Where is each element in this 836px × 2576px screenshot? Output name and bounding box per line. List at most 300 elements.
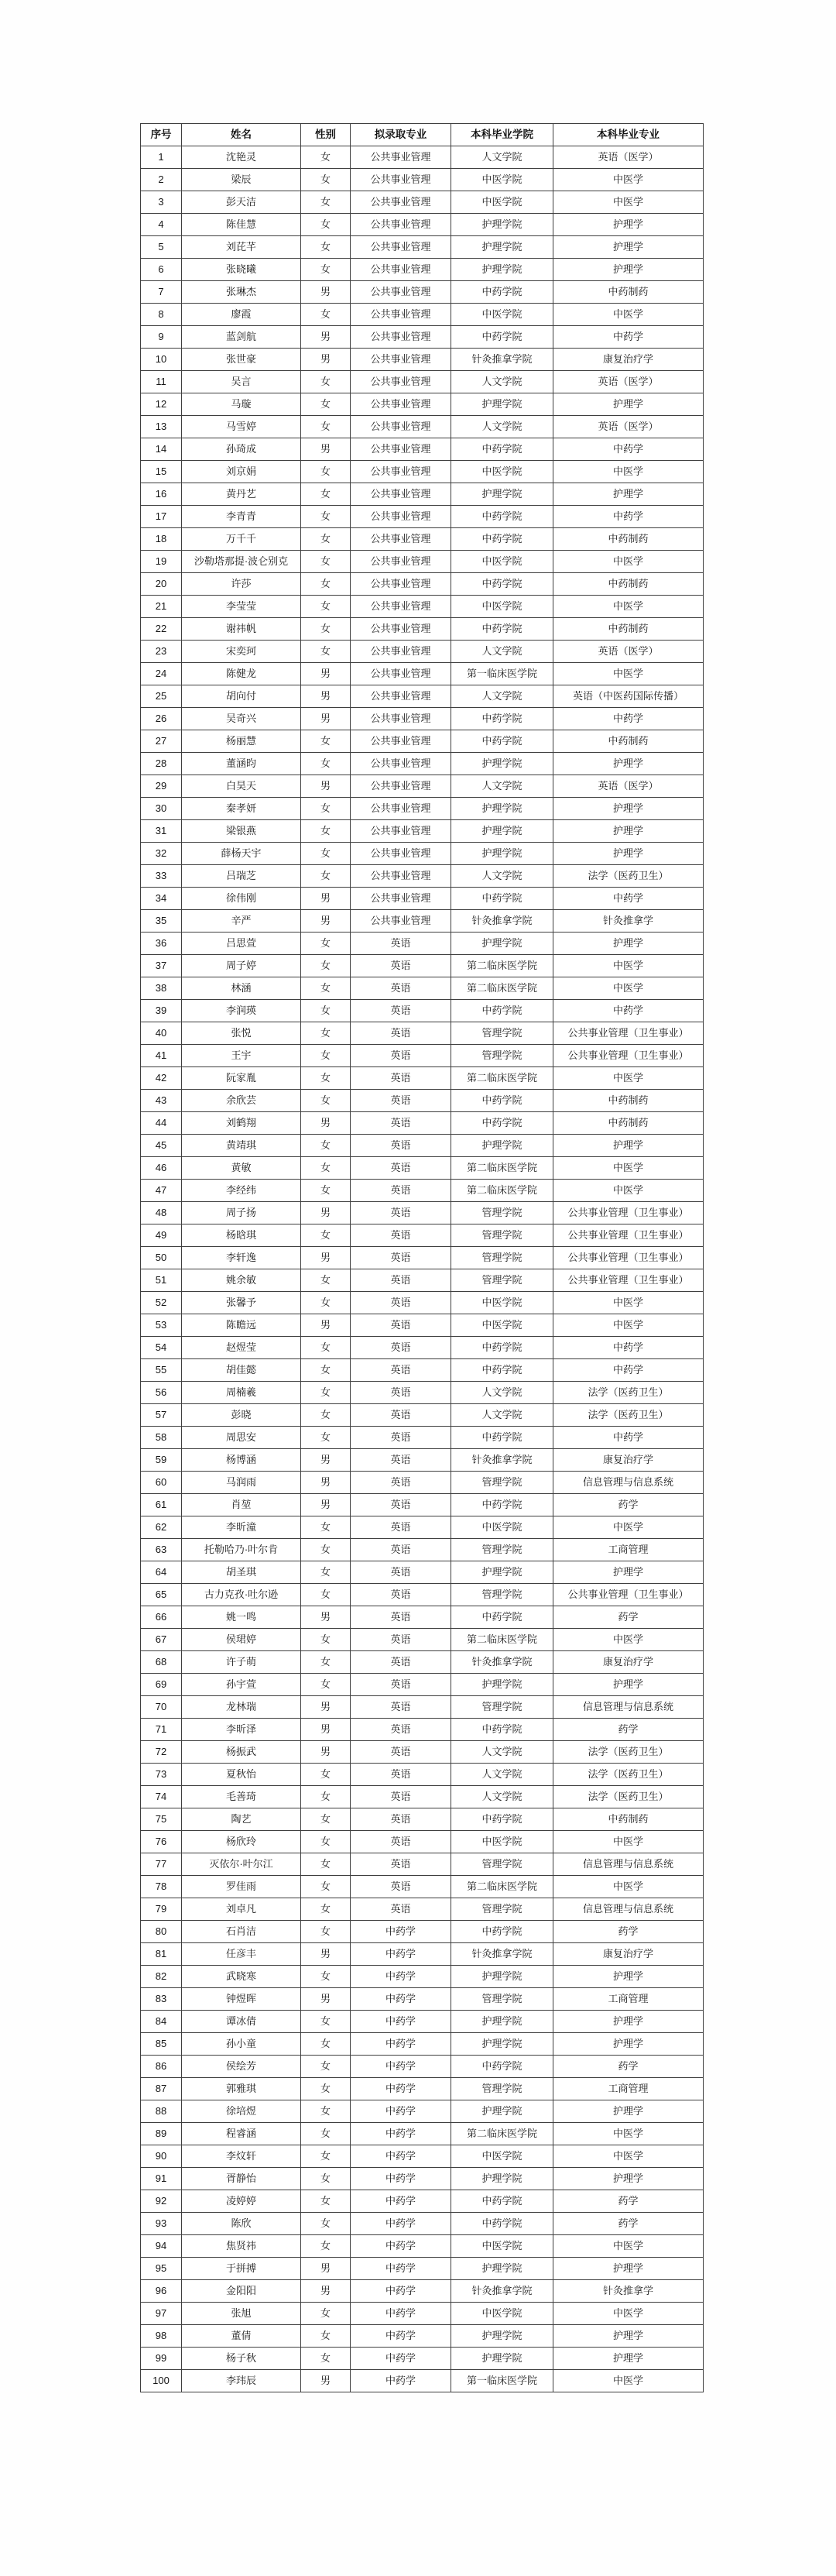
- table-row: [141, 304, 704, 326]
- table-cell: 胡圣琪: [182, 1561, 301, 1584]
- table-row: [141, 2190, 704, 2213]
- table-cell: 女: [301, 1022, 351, 1045]
- table-cell: 女: [301, 798, 351, 820]
- table-cell: 管理学院: [451, 1202, 553, 1224]
- table-cell: 61: [141, 1494, 182, 1516]
- table-cell: 中药学院: [451, 506, 553, 528]
- table-cell: 27: [141, 730, 182, 753]
- table-cell: 41: [141, 1045, 182, 1067]
- table-cell: 英语（医学）: [553, 775, 704, 798]
- table-cell: 托勒哈乃·叶尔肯: [182, 1539, 301, 1561]
- table-row: [141, 1472, 704, 1494]
- table-cell: 护理学: [553, 798, 704, 820]
- table-cell: 中药学: [351, 1988, 451, 2011]
- table-cell: 护理学: [553, 843, 704, 865]
- table-cell: 周子婷: [182, 955, 301, 977]
- table-cell: 法学（医药卫生）: [553, 1741, 704, 1764]
- table-cell: 辛严: [182, 910, 301, 933]
- table-cell: 63: [141, 1539, 182, 1561]
- table-row: [141, 2168, 704, 2190]
- table-cell: 英语: [351, 1269, 451, 1292]
- table-cell: 张悦: [182, 1022, 301, 1045]
- table-cell: 人文学院: [451, 865, 553, 888]
- table-row: [141, 1494, 704, 1516]
- table-cell: 姚一鸣: [182, 1606, 301, 1629]
- table-cell: 女: [301, 2168, 351, 2190]
- table-row: [141, 1359, 704, 1382]
- table-cell: 女: [301, 865, 351, 888]
- table-cell: 谭冰倩: [182, 2011, 301, 2033]
- table-cell: 5: [141, 236, 182, 259]
- table-cell: 公共事业管理: [351, 663, 451, 685]
- table-cell: 68: [141, 1651, 182, 1674]
- table-row: [141, 371, 704, 393]
- table-cell: 93: [141, 2213, 182, 2235]
- table-cell: 人文学院: [451, 641, 553, 663]
- table-cell: 39: [141, 1000, 182, 1022]
- table-cell: 英语: [351, 1898, 451, 1921]
- table-cell: 中药学: [553, 1337, 704, 1359]
- table-cell: 女: [301, 371, 351, 393]
- table-cell: 人文学院: [451, 1382, 553, 1404]
- table-cell: 刘京娟: [182, 461, 301, 483]
- table-cell: 男: [301, 1472, 351, 1494]
- table-cell: 女: [301, 1561, 351, 1584]
- table-cell: 中药制药: [553, 618, 704, 641]
- table-cell: 药学: [553, 1494, 704, 1516]
- admission-table: [140, 123, 704, 2392]
- table-row: [141, 214, 704, 236]
- table-cell: 女: [301, 191, 351, 214]
- table-cell: 75: [141, 1808, 182, 1831]
- table-cell: 陈健龙: [182, 663, 301, 685]
- table-cell: 护理学院: [451, 753, 553, 775]
- table-cell: 中医学院: [451, 2145, 553, 2168]
- table-cell: 护理学: [553, 2258, 704, 2280]
- table-cell: 第二临床医学院: [451, 977, 553, 1000]
- table-cell: 26: [141, 708, 182, 730]
- table-cell: 29: [141, 775, 182, 798]
- table-cell: 16: [141, 483, 182, 506]
- table-cell: 男: [301, 1494, 351, 1516]
- table-cell: 管理学院: [451, 1696, 553, 1719]
- table-cell: 吕思萱: [182, 933, 301, 955]
- table-cell: 护理学院: [451, 1966, 553, 1988]
- table-cell: 管理学院: [451, 1247, 553, 1269]
- table-cell: 10: [141, 349, 182, 371]
- table-cell: 中医学: [553, 1157, 704, 1180]
- table-cell: 药学: [553, 1921, 704, 1943]
- table-row: [141, 1696, 704, 1719]
- table-cell: 公共事业管理: [351, 910, 451, 933]
- table-cell: 护理学: [553, 1966, 704, 1988]
- table-cell: 张琳杰: [182, 281, 301, 304]
- table-cell: 英语: [351, 977, 451, 1000]
- table-cell: 李润瑛: [182, 1000, 301, 1022]
- table-cell: 公共事业管理: [351, 685, 451, 708]
- table-cell: 黄敏: [182, 1157, 301, 1180]
- table-cell: 女: [301, 1382, 351, 1404]
- table-cell: 杨丽慧: [182, 730, 301, 753]
- table-cell: 女: [301, 169, 351, 191]
- table-cell: 中药学院: [451, 281, 553, 304]
- table-cell: 中药学: [351, 2190, 451, 2213]
- table-cell: 英语: [351, 1112, 451, 1135]
- table-cell: 公共事业管理: [351, 349, 451, 371]
- table-cell: 中医学: [553, 1876, 704, 1898]
- table-cell: 药学: [553, 1719, 704, 1741]
- table-cell: 公共事业管理: [351, 326, 451, 349]
- table-cell: 周子扬: [182, 1202, 301, 1224]
- table-cell: 20: [141, 573, 182, 596]
- table-cell: 中医学院: [451, 304, 553, 326]
- table-cell: 公共事业管理: [351, 461, 451, 483]
- table-row: [141, 2213, 704, 2235]
- table-cell: 中医学: [553, 2370, 704, 2392]
- table-cell: 护理学院: [451, 820, 553, 843]
- table-cell: 彭晓: [182, 1404, 301, 1427]
- column-header: 本科毕业专业: [553, 124, 704, 146]
- table-cell: 英语（医学）: [553, 416, 704, 438]
- table-cell: 女: [301, 1337, 351, 1359]
- table-cell: 中药学院: [451, 1112, 553, 1135]
- table-cell: 中医学院: [451, 2303, 553, 2325]
- table-cell: 女: [301, 483, 351, 506]
- table-row: [141, 641, 704, 663]
- table-cell: 药学: [553, 2056, 704, 2078]
- table-cell: 护理学院: [451, 2100, 553, 2123]
- table-cell: 法学（医药卫生）: [553, 1382, 704, 1404]
- table-row: [141, 2145, 704, 2168]
- table-cell: 中药学院: [451, 618, 553, 641]
- table-cell: 公共事业管理: [351, 304, 451, 326]
- table-cell: 中医学: [553, 2235, 704, 2258]
- table-cell: 护理学院: [451, 1135, 553, 1157]
- table-row: [141, 1202, 704, 1224]
- table-cell: 英语: [351, 1494, 451, 1516]
- table-cell: 凌婷婷: [182, 2190, 301, 2213]
- table-cell: 11: [141, 371, 182, 393]
- table-cell: 74: [141, 1786, 182, 1808]
- table-cell: 中药学: [351, 2168, 451, 2190]
- table-cell: 夏秋怡: [182, 1764, 301, 1786]
- table-cell: 中药学院: [451, 708, 553, 730]
- table-cell: 管理学院: [451, 1539, 553, 1561]
- table-cell: 工商管理: [553, 2078, 704, 2100]
- table-cell: 英语: [351, 1561, 451, 1584]
- table-cell: 英语（医学）: [553, 146, 704, 169]
- table-cell: 女: [301, 146, 351, 169]
- table-cell: 90: [141, 2145, 182, 2168]
- table-cell: 中医学: [553, 2145, 704, 2168]
- table-cell: 肖堃: [182, 1494, 301, 1516]
- table-cell: 中药制药: [553, 1090, 704, 1112]
- table-cell: 女: [301, 528, 351, 551]
- table-row: [141, 1224, 704, 1247]
- table-row: [141, 2100, 704, 2123]
- table-row: [141, 798, 704, 820]
- table-cell: 英语: [351, 1808, 451, 1831]
- table-cell: 中药学: [553, 708, 704, 730]
- table-cell: 53: [141, 1314, 182, 1337]
- table-cell: 第二临床医学院: [451, 955, 553, 977]
- table-cell: 毛善琦: [182, 1786, 301, 1808]
- table-row: [141, 618, 704, 641]
- table-cell: 孙琦成: [182, 438, 301, 461]
- table-cell: 公共事业管理（卫生事业）: [553, 1584, 704, 1606]
- table-cell: 任彦丰: [182, 1943, 301, 1966]
- table-cell: 中医学院: [451, 461, 553, 483]
- table-cell: 女: [301, 1674, 351, 1696]
- table-row: [141, 1584, 704, 1606]
- table-row: [141, 1314, 704, 1337]
- table-cell: 吴言: [182, 371, 301, 393]
- table-cell: 钟煜晖: [182, 1988, 301, 2011]
- table-row: [141, 1629, 704, 1651]
- table-row: [141, 1516, 704, 1539]
- table-cell: 周楠羲: [182, 1382, 301, 1404]
- table-cell: 公共事业管理: [351, 371, 451, 393]
- table-row: [141, 1000, 704, 1022]
- table-cell: 91: [141, 2168, 182, 2190]
- table-cell: 中药学: [351, 2145, 451, 2168]
- table-cell: 62: [141, 1516, 182, 1539]
- table-cell: 英语: [351, 1516, 451, 1539]
- table-row: [141, 1943, 704, 1966]
- table-cell: 女: [301, 618, 351, 641]
- table-cell: 人文学院: [451, 685, 553, 708]
- table-cell: 65: [141, 1584, 182, 1606]
- table-cell: 女: [301, 461, 351, 483]
- table-cell: 女: [301, 2033, 351, 2056]
- table-row: [141, 1135, 704, 1157]
- table-cell: 中药学院: [451, 528, 553, 551]
- table-cell: 59: [141, 1449, 182, 1472]
- table-cell: 英语: [351, 1090, 451, 1112]
- table-cell: 女: [301, 955, 351, 977]
- table-cell: 公共事业管理: [351, 236, 451, 259]
- table-cell: 中医学: [553, 461, 704, 483]
- table-cell: 管理学院: [451, 1224, 553, 1247]
- table-cell: 刘芘芊: [182, 236, 301, 259]
- table-cell: 57: [141, 1404, 182, 1427]
- table-cell: 40: [141, 1022, 182, 1045]
- table-cell: 许莎: [182, 573, 301, 596]
- table-cell: 94: [141, 2235, 182, 2258]
- table-row: [141, 933, 704, 955]
- table-cell: 中医学: [553, 596, 704, 618]
- table-cell: 第二临床医学院: [451, 1157, 553, 1180]
- table-row: [141, 2078, 704, 2100]
- table-row: [141, 1269, 704, 1292]
- table-cell: 47: [141, 1180, 182, 1202]
- table-cell: 男: [301, 1314, 351, 1337]
- table-cell: 95: [141, 2258, 182, 2280]
- table-cell: 罗佳雨: [182, 1876, 301, 1898]
- table-cell: 中药学院: [451, 1808, 553, 1831]
- table-cell: 药学: [553, 2190, 704, 2213]
- table-cell: 英语: [351, 1651, 451, 1674]
- table-row: [141, 1045, 704, 1067]
- table-cell: 87: [141, 2078, 182, 2100]
- table-cell: 女: [301, 1045, 351, 1067]
- table-cell: 男: [301, 349, 351, 371]
- table-cell: 第二临床医学院: [451, 1629, 553, 1651]
- table-cell: 护理学院: [451, 483, 553, 506]
- table-cell: 男: [301, 1719, 351, 1741]
- table-cell: 96: [141, 2280, 182, 2303]
- table-cell: 中药制药: [553, 1112, 704, 1135]
- table-cell: 英语: [351, 1831, 451, 1853]
- table-cell: 梁辰: [182, 169, 301, 191]
- table-row: [141, 1853, 704, 1876]
- table-cell: 44: [141, 1112, 182, 1135]
- column-header: 序号: [141, 124, 182, 146]
- table-cell: 中医学: [553, 1516, 704, 1539]
- table-row: [141, 416, 704, 438]
- table-cell: 护理学: [553, 1674, 704, 1696]
- table-cell: 中医学: [553, 1629, 704, 1651]
- table-cell: 8: [141, 304, 182, 326]
- table-row: [141, 2325, 704, 2348]
- table-cell: 中药学: [351, 1921, 451, 1943]
- table-row: [141, 1988, 704, 2011]
- table-cell: 马润雨: [182, 1472, 301, 1494]
- table-cell: 工商管理: [553, 1539, 704, 1561]
- table-cell: 男: [301, 685, 351, 708]
- table-row: [141, 2280, 704, 2303]
- table-cell: 第二临床医学院: [451, 1876, 553, 1898]
- table-cell: 男: [301, 2280, 351, 2303]
- table-cell: 第一临床医学院: [451, 2370, 553, 2392]
- table-cell: 信息管理与信息系统: [553, 1853, 704, 1876]
- table-row: [141, 236, 704, 259]
- table-row: [141, 1382, 704, 1404]
- table-cell: 男: [301, 1741, 351, 1764]
- table-cell: 女: [301, 1966, 351, 1988]
- table-cell: 女: [301, 416, 351, 438]
- table-cell: 女: [301, 1764, 351, 1786]
- table-cell: 49: [141, 1224, 182, 1247]
- table-cell: 公共事业管理: [351, 865, 451, 888]
- table-cell: 女: [301, 933, 351, 955]
- table-cell: 男: [301, 910, 351, 933]
- table-cell: 廖霞: [182, 304, 301, 326]
- table-cell: 护理学: [553, 1135, 704, 1157]
- table-cell: 英语: [351, 1719, 451, 1741]
- table-cell: 张晓曦: [182, 259, 301, 281]
- table-cell: 中药学院: [451, 1494, 553, 1516]
- table-row: [141, 1719, 704, 1741]
- table-row: [141, 1404, 704, 1427]
- table-row: [141, 955, 704, 977]
- table-row: [141, 1561, 704, 1584]
- table-cell: 女: [301, 393, 351, 416]
- table-cell: 英语: [351, 1359, 451, 1382]
- table-cell: 英语: [351, 1472, 451, 1494]
- table-cell: 针灸推拿学: [553, 910, 704, 933]
- table-cell: 公共事业管理: [351, 753, 451, 775]
- table-cell: 徐伟刚: [182, 888, 301, 910]
- table-cell: 女: [301, 1000, 351, 1022]
- table-cell: 李昕潼: [182, 1516, 301, 1539]
- table-cell: 77: [141, 1853, 182, 1876]
- table-cell: 女: [301, 1516, 351, 1539]
- table-cell: 男: [301, 1112, 351, 1135]
- table-row: [141, 191, 704, 214]
- table-cell: 针灸推拿学院: [451, 1943, 553, 1966]
- table-cell: 公共事业管理（卫生事业）: [553, 1269, 704, 1292]
- table-cell: 女: [301, 753, 351, 775]
- table-cell: 女: [301, 1584, 351, 1606]
- table-cell: 陶艺: [182, 1808, 301, 1831]
- table-cell: 张旭: [182, 2303, 301, 2325]
- table-cell: 82: [141, 1966, 182, 1988]
- table-cell: 金阳阳: [182, 2280, 301, 2303]
- table-cell: 中医学: [553, 2303, 704, 2325]
- table-cell: 公共事业管理: [351, 191, 451, 214]
- table-cell: 中药学: [553, 1000, 704, 1022]
- table-cell: 女: [301, 1224, 351, 1247]
- table-cell: 中药学院: [451, 1359, 553, 1382]
- table-cell: 45: [141, 1135, 182, 1157]
- table-cell: 78: [141, 1876, 182, 1898]
- table-cell: 女: [301, 2325, 351, 2348]
- table-cell: 薛杨天宇: [182, 843, 301, 865]
- table-cell: 女: [301, 1427, 351, 1449]
- table-cell: 3: [141, 191, 182, 214]
- table-cell: 男: [301, 1943, 351, 1966]
- table-cell: 杨子秋: [182, 2348, 301, 2370]
- table-cell: 中药学: [351, 2235, 451, 2258]
- table-cell: 89: [141, 2123, 182, 2145]
- table-cell: 15: [141, 461, 182, 483]
- table-cell: 秦孝妍: [182, 798, 301, 820]
- table-cell: 护理学: [553, 2100, 704, 2123]
- table-cell: 英语（中医药国际传播）: [553, 685, 704, 708]
- table-cell: 中药学院: [451, 2190, 553, 2213]
- table-cell: 护理学: [553, 259, 704, 281]
- table-cell: 第二临床医学院: [451, 2123, 553, 2145]
- table-cell: 焦贤祎: [182, 2235, 301, 2258]
- table-cell: 公共事业管理（卫生事业）: [553, 1224, 704, 1247]
- table-cell: 男: [301, 775, 351, 798]
- table-cell: 女: [301, 1180, 351, 1202]
- table-cell: 公共事业管理: [351, 416, 451, 438]
- table-cell: 李昕泽: [182, 1719, 301, 1741]
- table-cell: 中医学: [553, 191, 704, 214]
- table-cell: 侯绘芳: [182, 2056, 301, 2078]
- table-cell: 中药学: [351, 2370, 451, 2392]
- table-row: [141, 528, 704, 551]
- table-cell: 中药学院: [451, 730, 553, 753]
- table-cell: 人文学院: [451, 1741, 553, 1764]
- table-cell: 女: [301, 2011, 351, 2033]
- table-cell: 中医学: [553, 1292, 704, 1314]
- table-row: [141, 1786, 704, 1808]
- table-cell: 中药学: [351, 2100, 451, 2123]
- table-cell: 女: [301, 1853, 351, 1876]
- table-cell: 男: [301, 888, 351, 910]
- table-cell: 女: [301, 236, 351, 259]
- table-cell: 公共事业管理（卫生事业）: [553, 1247, 704, 1269]
- table-cell: 男: [301, 1247, 351, 1269]
- table-cell: 护理学: [553, 2348, 704, 2370]
- table-cell: 公共事业管理: [351, 281, 451, 304]
- table-cell: 法学（医药卫生）: [553, 1404, 704, 1427]
- table-cell: 护理学: [553, 214, 704, 236]
- table-cell: 孙宇萱: [182, 1674, 301, 1696]
